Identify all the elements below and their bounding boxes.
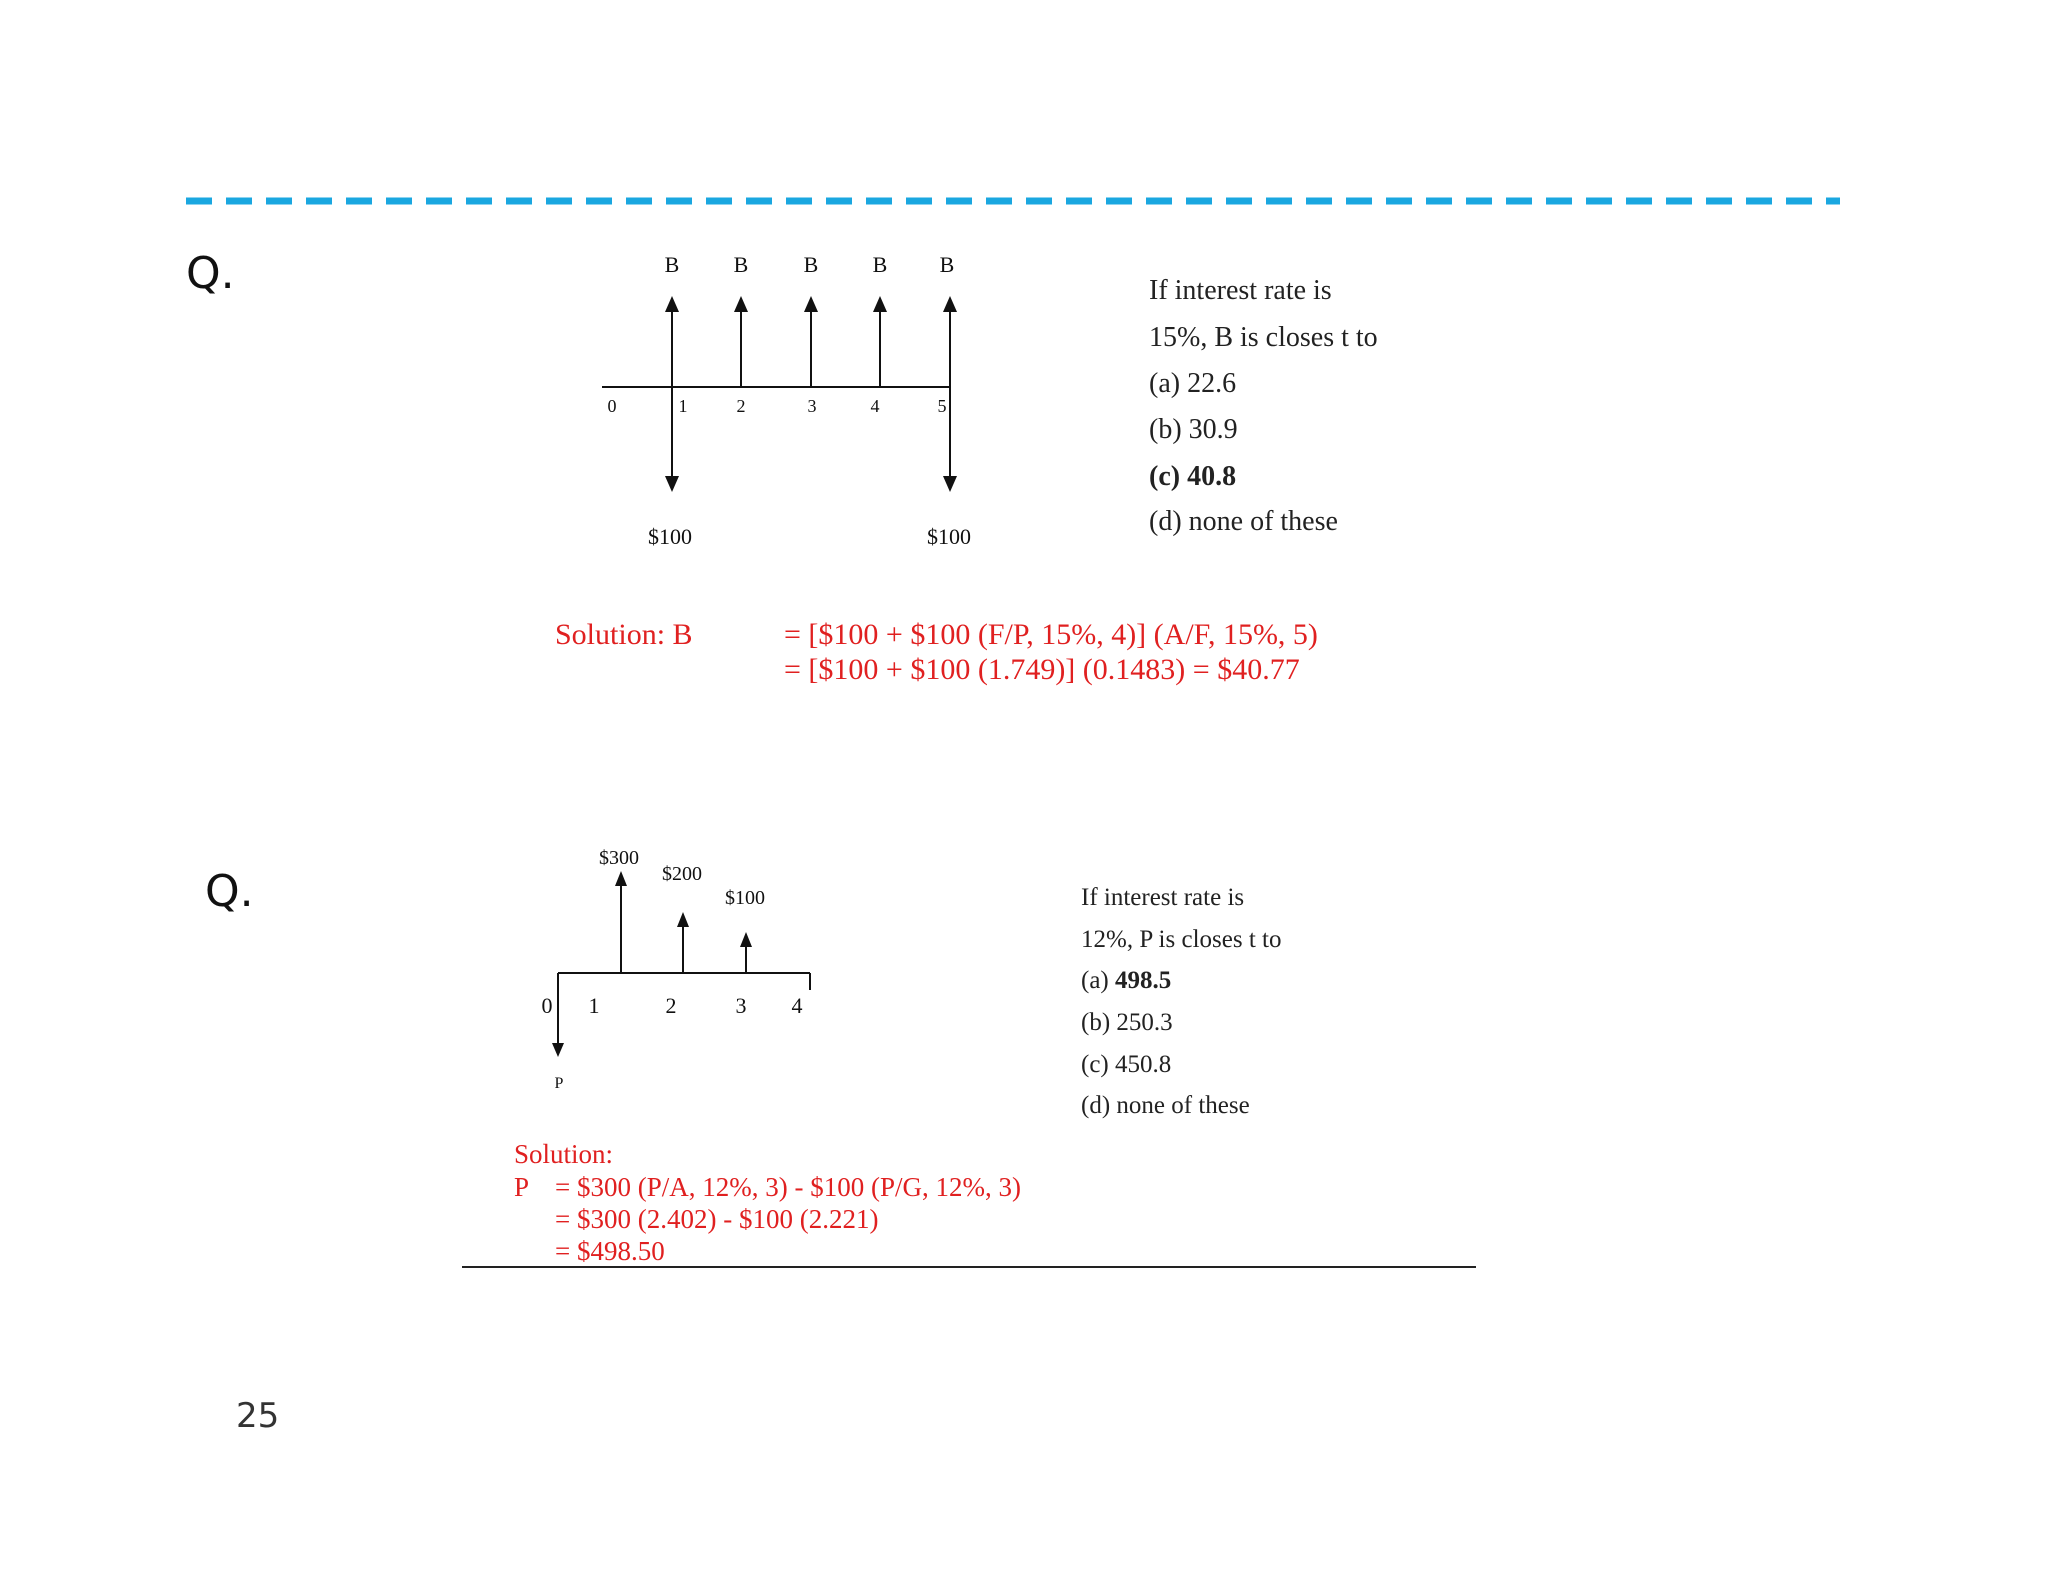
q1-period-label: 5 (937, 396, 947, 416)
q1-top-label: B (803, 252, 819, 277)
q1-solution-label: Solution: B (555, 618, 693, 651)
q2-bottom-rule (462, 1266, 1476, 1268)
q1-arrow-down-1 (665, 387, 679, 492)
q2-top-label: $100 (725, 887, 765, 909)
q1-top-label: B (939, 252, 955, 277)
q1-arrow-up-3 (804, 296, 818, 387)
header-dashed-line (0, 0, 2048, 220)
q1-period-label: 1 (678, 396, 688, 416)
q2-arrow-up-200 (677, 912, 689, 973)
q2-period-label: 4 (791, 993, 803, 1018)
q2-solution-line: = $300 (2.402) - $100 (2.221) (555, 1204, 879, 1234)
q2-arrow-up-100 (740, 932, 752, 973)
q2-solution-line: = $300 (P/A, 12%, 3) - $100 (P/G, 12%, 3) (555, 1172, 1021, 1202)
q2-option-a (1081, 967, 1171, 995)
q1-top-label: B (664, 252, 680, 277)
q1-bottom-label: $100 (927, 524, 971, 549)
q2-period-label: 3 (735, 993, 747, 1018)
q2-question-line: 12%, P is closes t to (1081, 926, 1282, 953)
q1-period-label: 2 (736, 396, 746, 416)
q2-option-a-prefix: (a) (1081, 967, 1115, 994)
q1-cash-flow-diagram (580, 240, 1020, 560)
question-2-label: Q. (205, 866, 254, 917)
q1-option-a: (a) 22.6 (1149, 368, 1237, 399)
q1-arrow-up-2 (734, 296, 748, 387)
q2-top-label: $300 (599, 847, 639, 869)
q1-question-line: 15%, B is closes t to (1149, 322, 1378, 353)
q1-arrow-up-4 (873, 296, 887, 387)
q2-option-d: (d) none of these (1081, 1092, 1250, 1119)
q2-bottom-label: P (554, 1075, 564, 1092)
q1-arrow-up-5 (943, 296, 957, 387)
q2-arrow-down-p (552, 973, 564, 1057)
q1-solution-line: = [$100 + $100 (1.749)] (0.1483) = $40.77 (784, 653, 1300, 686)
q1-arrow-up-1 (665, 296, 679, 387)
q1-top-label: B (733, 252, 749, 277)
q1-option-c-correct: (c) 40.8 (1149, 461, 1237, 492)
q2-option-b: (b) 250.3 (1081, 1009, 1173, 1036)
q1-question-line: If interest rate is (1149, 275, 1332, 306)
q1-bottom-label: $100 (648, 524, 692, 549)
question-1-label: Q. (186, 248, 235, 299)
q2-period-label: 1 (588, 993, 600, 1018)
q2-question-line: If interest rate is (1081, 884, 1245, 911)
q2-option-c: (c) 450.8 (1081, 1051, 1172, 1078)
q1-period-label: 4 (870, 396, 880, 416)
q2-arrow-up-300 (615, 871, 627, 973)
q2-solution-var: P (514, 1172, 530, 1202)
q2-top-label: $200 (662, 863, 702, 885)
q1-period-label: 0 (607, 396, 617, 416)
q1-period-label: 3 (807, 396, 817, 416)
q1-option-d: (d) none of these (1149, 506, 1338, 537)
q1-top-label: B (872, 252, 888, 277)
page-number: 25 (236, 1396, 280, 1436)
q2-period-label: 2 (665, 993, 677, 1018)
q2-option-a-value-correct: 498.5 (1115, 967, 1172, 994)
q1-option-b: (b) 30.9 (1149, 414, 1238, 445)
q1-solution-line: = [$100 + $100 (F/P, 15%, 4)] (A/F, 15%, 5) (784, 618, 1318, 651)
q2-solution-heading: Solution: (514, 1139, 614, 1169)
q2-solution-line: = $498.50 (555, 1236, 665, 1266)
q2-period-label: 0 (541, 993, 553, 1018)
q2-cash-flow-diagram (520, 840, 840, 1100)
